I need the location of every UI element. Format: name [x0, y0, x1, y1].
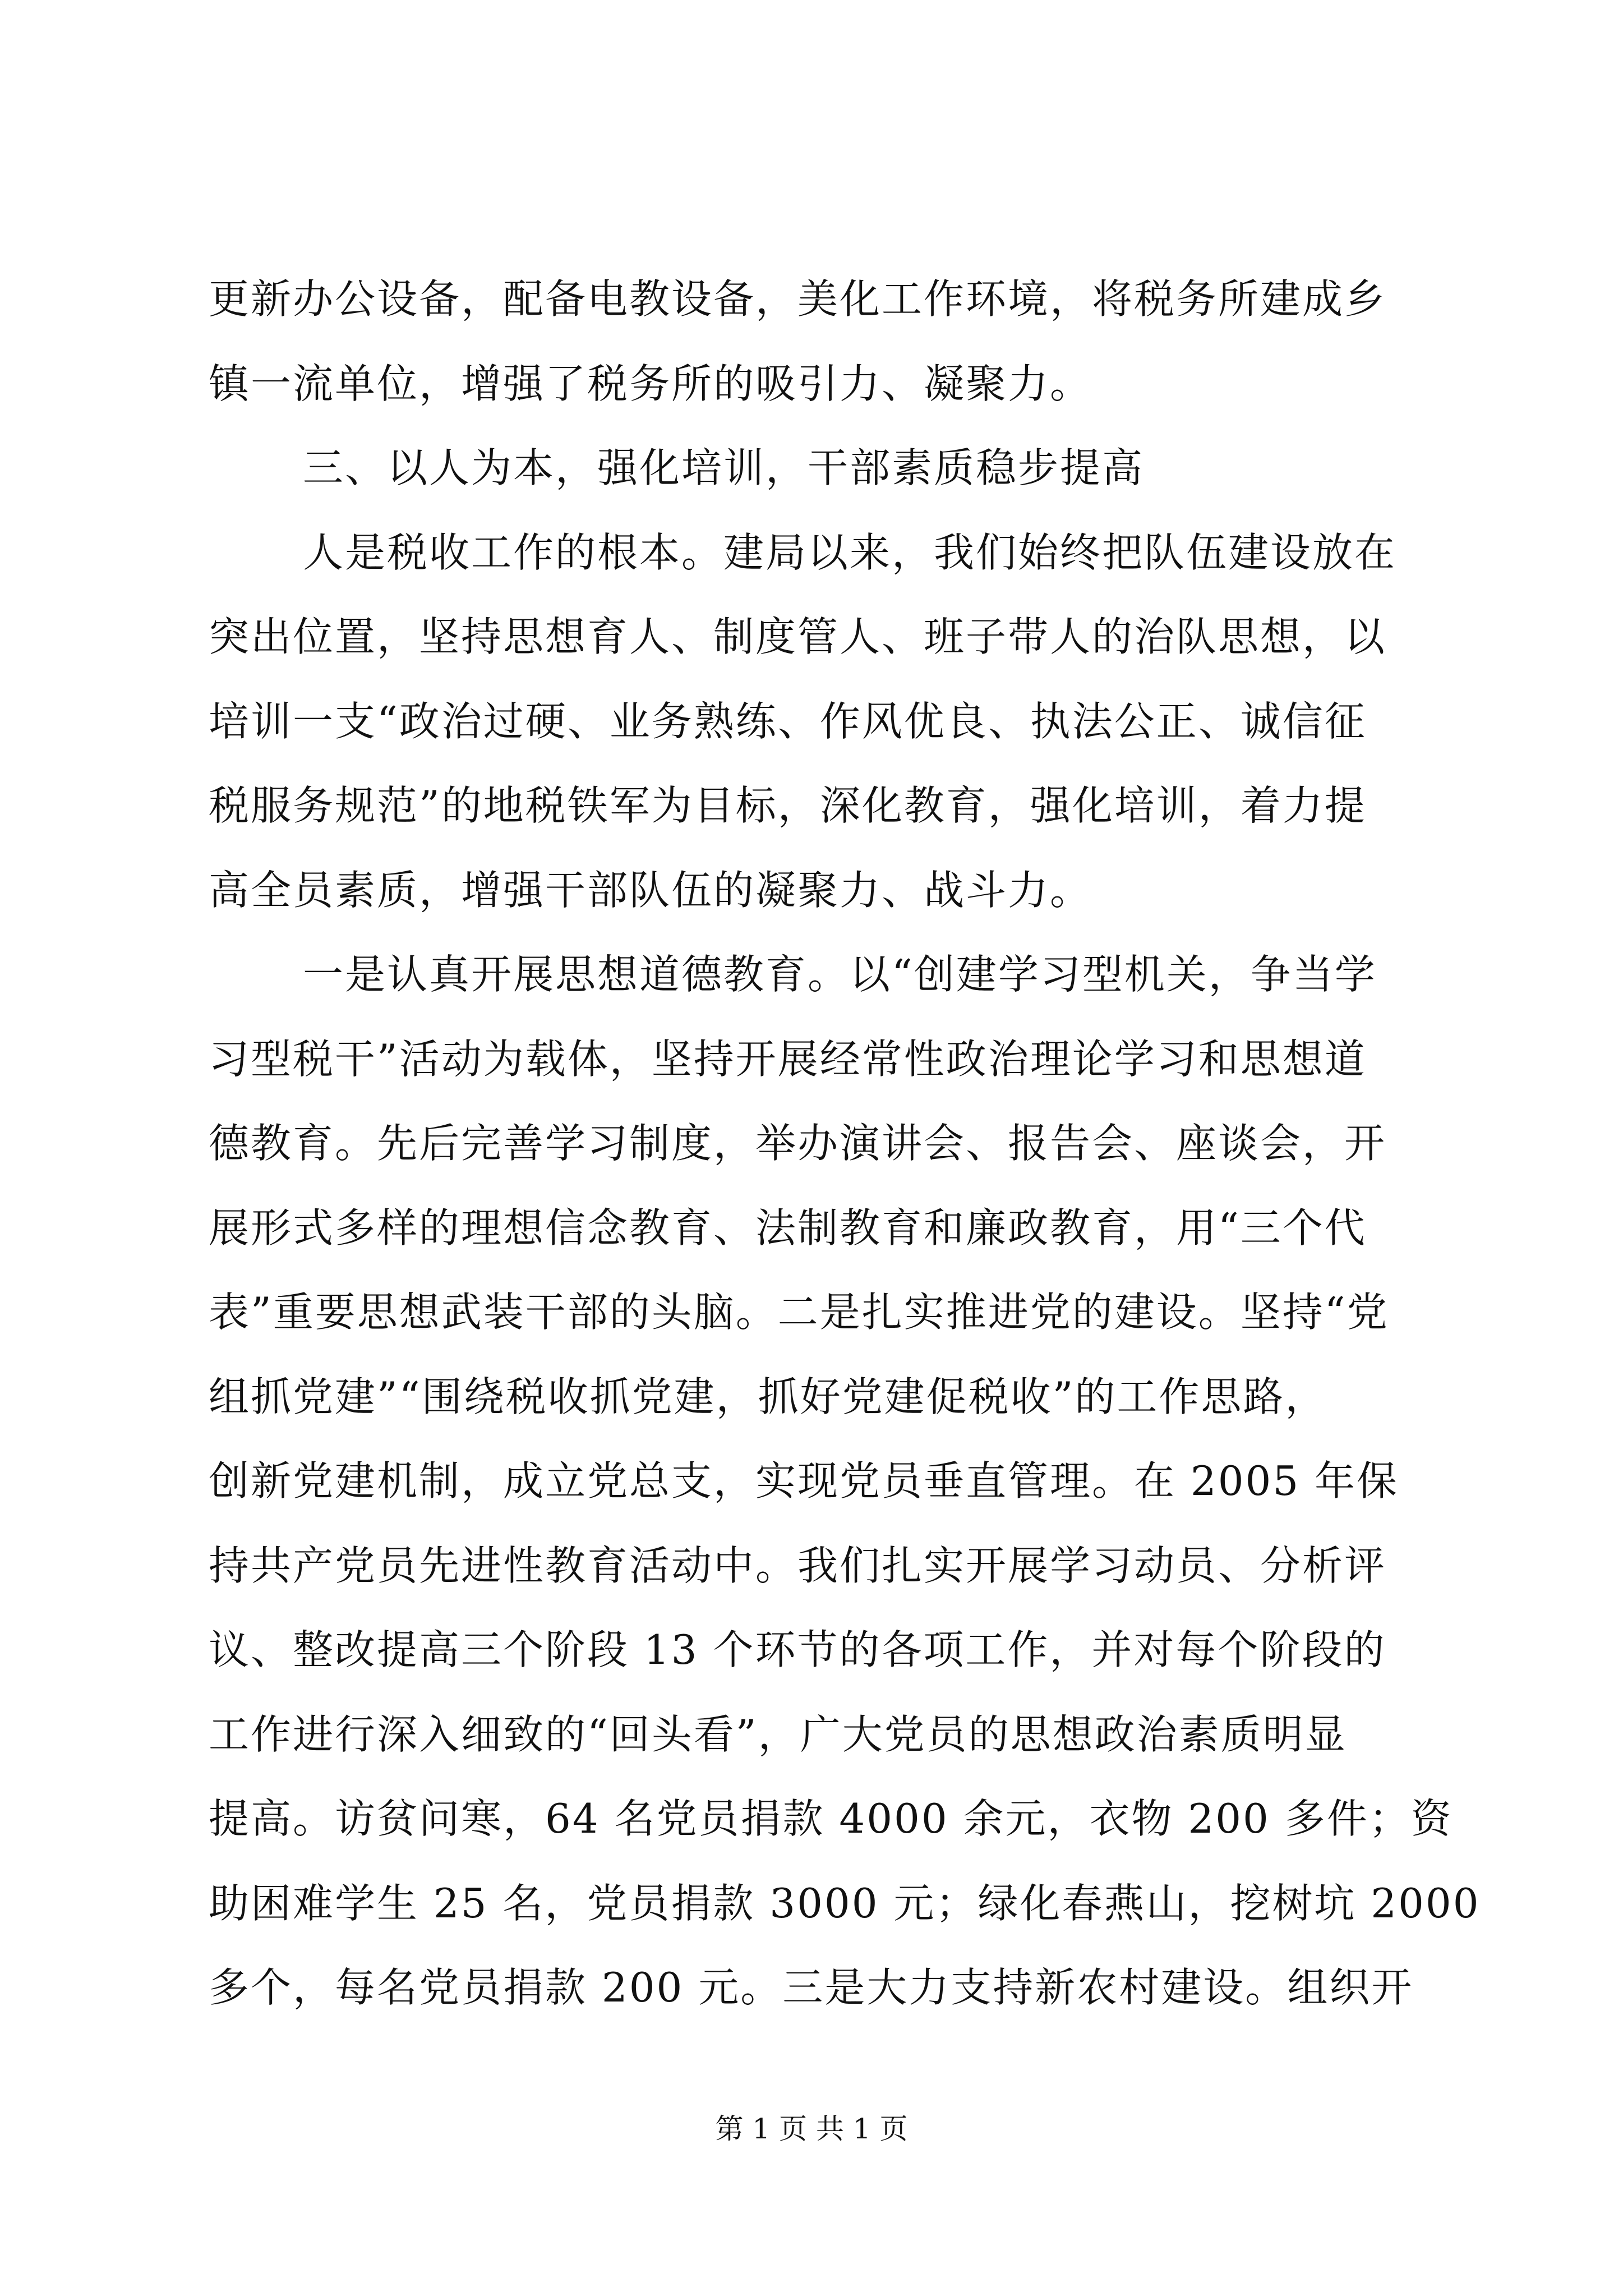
- text-line: 表”重要思想武装干部的头脑。二是扎实推进党的建设。坚持“党: [209, 1289, 1389, 1336]
- text-line: 助困难学生 25 名，党员捐款 3000 元；绿化春燕山，挖树坑 2000: [209, 1879, 1481, 1927]
- text-line: 德教育。先后完善学习制度，举办演讲会、报告会、座谈会，开: [209, 1120, 1387, 1167]
- text-line: 一是认真开展思想道德教育。以“创建学习型机关，争当学: [303, 951, 1377, 998]
- text-line: 培训一支“政治过硬、业务熟练、作风优良、执法公正、诚信征: [209, 697, 1367, 745]
- text-line: 镇一流单位，增强了税务所的吸引力、凝聚力。: [209, 360, 1092, 407]
- text-line: 高全员素质，增强干部队伍的凝聚力、战斗力。: [209, 866, 1092, 914]
- text-line: 突出位置，坚持思想育人、制度管人、班子带人的治队思想，以: [209, 613, 1387, 660]
- text-line: 习型税干”活动为载体，坚持开展经常性政治理论学习和思想道: [209, 1035, 1367, 1083]
- page-footer: 第 1 页 共 1 页: [715, 2113, 908, 2145]
- section-heading: 三、以人为本，强化培训，干部素质稳步提高: [303, 444, 1145, 491]
- text-line: 组抓党建”“围绕税收抓党建，抓好党建促税收”的工作思路，: [209, 1373, 1327, 1420]
- text-line: 多个，每名党员捐款 200 元。三是大力支持新农村建设。组织开: [209, 1964, 1414, 2011]
- text-line: 工作进行深入细致的“回头看”，广大党员的思想政治素质明显: [209, 1710, 1347, 1758]
- text-line: 持共产党员先进性教育活动中。我们扎实开展学习动员、分析评: [209, 1542, 1387, 1589]
- document-body: [209, 257, 1481, 2030]
- text-line: 创新党建机制，成立党总支，实现党员垂直管理。在 2005 年保: [209, 1457, 1399, 1504]
- text-line: 展形式多样的理想信念教育、法制教育和廉政教育，用“三个代: [209, 1204, 1367, 1251]
- text-line: 议、整改提高三个阶段 13 个环节的各项工作，并对每个阶段的: [209, 1626, 1386, 1673]
- text-line: 税服务规范”的地税铁军为目标，深化教育，强化培训，着力提: [209, 782, 1367, 829]
- text-line: 人是税收工作的根本。建局以来，我们始终把队伍建设放在: [303, 528, 1397, 576]
- text-line: 提高。访贫问寒，64 名党员捐款 4000 余元，衣物 200 多件；资: [209, 1795, 1453, 1842]
- text-line: 更新办公设备，配备电教设备，美化工作环境，将税务所建成乡: [209, 275, 1387, 323]
